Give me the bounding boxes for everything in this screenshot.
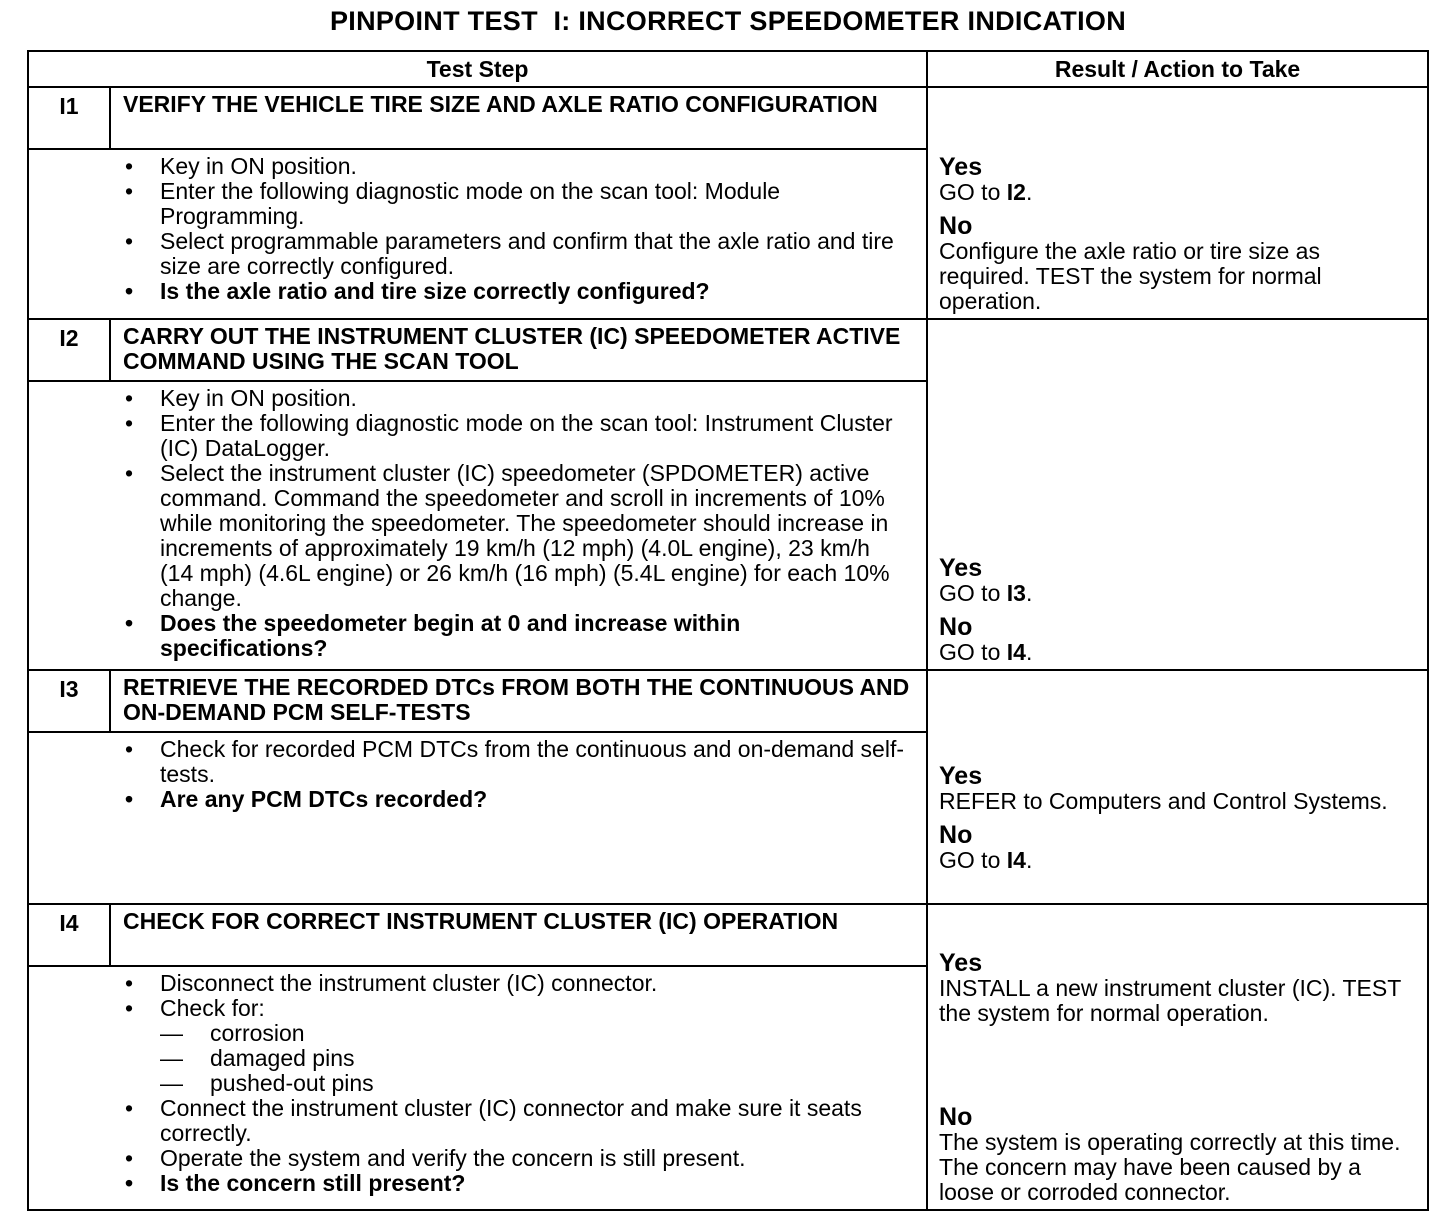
step-heading: CHECK FOR CORRECT INSTRUMENT CLUSTER (IC) OPERATION	[110, 904, 927, 966]
list-item: • Operate the system and verify the concern is still present.	[29, 1146, 908, 1171]
list-item: • Disconnect the instrument cluster (IC) connector.	[29, 971, 908, 996]
no-label: No	[939, 613, 973, 641]
step-heading-row	[28, 87, 1428, 149]
step-heading: CARRY OUT THE INSTRUMENT CLUSTER (IC) SPEEDOMETER ACTIVE COMMAND USING THE SCAN TOOL	[110, 319, 927, 381]
step-heading-row	[28, 904, 1428, 966]
result-header: Result / Action to Take	[927, 51, 1428, 87]
page-title: PINPOINT TEST I: INCORRECT SPEEDOMETER INDICATION	[329, 6, 1127, 36]
list-item: • Check for recorded PCM DTCs from the continuous and on-demand self-tests.	[29, 737, 908, 787]
step-instructions	[28, 149, 927, 319]
no-label: No	[939, 212, 973, 240]
step-result	[927, 670, 1428, 904]
step-result	[927, 904, 1428, 1210]
no-label: No	[939, 821, 973, 849]
step-result	[927, 87, 1428, 319]
step-instructions	[28, 381, 927, 670]
step-question: • Is the axle ratio and tire size correctly configured?	[29, 279, 908, 304]
no-action: The system is operating correctly at this time. The concern may have been caused by a loose or corroded connector.	[939, 1129, 1401, 1205]
yes-action: INSTALL a new instrument cluster (IC). TEST the system for normal operation.	[939, 975, 1401, 1026]
step-heading-row	[28, 319, 1428, 381]
step-question: • Are any PCM DTCs recorded?	[29, 787, 908, 812]
yes-action: REFER to Computers and Control Systems.	[939, 788, 1388, 814]
step-number: I3	[28, 670, 110, 732]
yes-action: GO to I3.	[939, 580, 1033, 606]
step-instructions	[28, 732, 927, 904]
no-action: GO to I4.	[939, 847, 1033, 873]
check-list	[160, 1021, 908, 1096]
pinpoint-test-table	[27, 50, 1429, 1211]
step-number: I4	[28, 904, 110, 966]
step-result	[927, 319, 1428, 670]
list-item: • Enter the following diagnostic mode on the scan tool: Instrument Cluster (IC) DataLogger.	[29, 411, 908, 461]
check-item: — damaged pins	[160, 1046, 908, 1071]
table-header-row	[28, 51, 1428, 87]
step-number: I1	[28, 87, 110, 149]
yes-label: Yes	[939, 153, 983, 181]
list-item: • Select programmable parameters and confirm that the axle ratio and tire size are correctly configured.	[29, 229, 908, 279]
no-action: GO to I4.	[939, 639, 1033, 665]
yes-label: Yes	[939, 554, 983, 582]
yes-label: Yes	[939, 762, 983, 790]
check-item: — corrosion	[160, 1021, 908, 1046]
list-item: • Key in ON position.	[29, 154, 908, 179]
no-label: No	[939, 1103, 973, 1131]
step-question: • Does the speedometer begin at 0 and increase within specifications?	[29, 611, 908, 661]
list-item: • Check for: — corrosion — damaged pins — pushed-out pins	[29, 996, 908, 1096]
yes-label: Yes	[939, 949, 983, 977]
test-step-header: Test Step	[28, 51, 927, 87]
spacer	[939, 1026, 1417, 1096]
step-number: I2	[28, 319, 110, 381]
step-question: • Is the concern still present?	[29, 1171, 908, 1196]
check-item: — pushed-out pins	[160, 1071, 908, 1096]
list-item: • Select the instrument cluster (IC) speedometer (SPDOMETER) active command. Command the speedometer and scroll in increments of 10% while monitoring the speedometer. The speedometer should increase in increments of approximately 19 km/h (12 mph) (4.0L engine), 23 km/h (14 mph) (4.6L engine) or 26 km/h (16 mph) (5.4L engine) for each 10% change.	[29, 461, 908, 611]
yes-action: GO to I2.	[939, 179, 1033, 205]
no-action: Configure the axle ratio or tire size as required. TEST the system for normal operation.	[939, 238, 1322, 314]
step-heading: RETRIEVE THE RECORDED DTCs FROM BOTH THE CONTINUOUS AND ON-DEMAND PCM SELF-TESTS	[110, 670, 927, 732]
step-heading: VERIFY THE VEHICLE TIRE SIZE AND AXLE RATIO CONFIGURATION	[110, 87, 927, 149]
list-item: • Connect the instrument cluster (IC) connector and make sure it seats correctly.	[29, 1096, 908, 1146]
step-heading-row	[28, 670, 1428, 732]
step-instructions	[28, 966, 927, 1210]
list-item: • Key in ON position.	[29, 386, 908, 411]
list-item: • Enter the following diagnostic mode on the scan tool: Module Programming.	[29, 179, 908, 229]
